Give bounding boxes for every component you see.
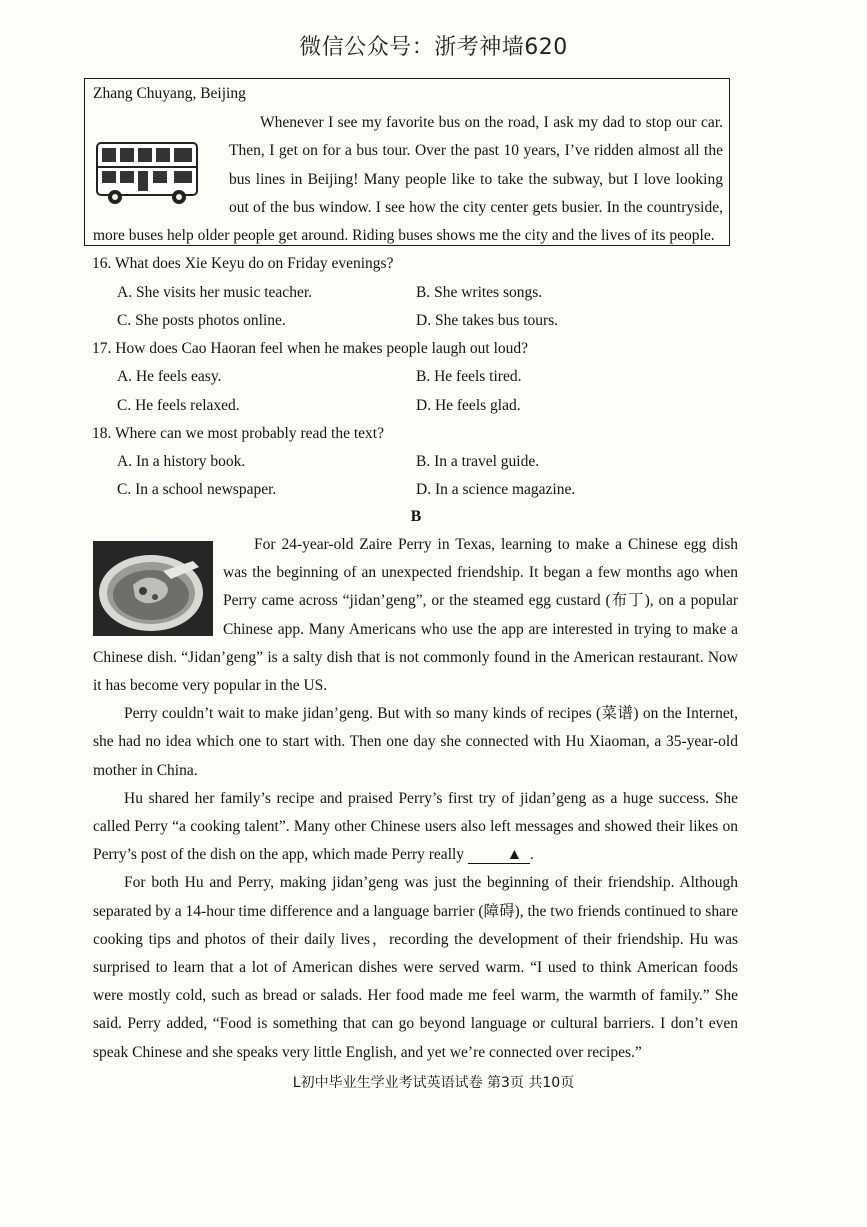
egg-custard-photo: [93, 541, 213, 636]
question-stem: 17. How does Cao Haoran feel when he makes people laugh out loud?: [92, 340, 529, 357]
watermark-header: 微信公众号：浙考神墙620: [299, 35, 568, 60]
option-a: A. She visits her music teacher.: [117, 284, 312, 301]
question-stem: 18. Where can we most probably read the text?: [92, 425, 384, 442]
profile-name: Zhang Chuyang, Beijing: [93, 85, 246, 102]
option-b: B. He feels tired.: [416, 368, 522, 385]
option-c: C. In a school newspaper.: [117, 481, 277, 498]
question-stem: 16. What does Xie Keyu do on Friday evenings?: [92, 255, 394, 272]
page-footer: L初中毕业生学业考试英语试卷 第3页 共10页: [292, 1075, 575, 1091]
article-paragraph-4: For both Hu and Perry, making jidan’geng was just the beginning of their friendship. Although separated by a 14-hour time difference and a language barrier (障碍), the two friends continued to share cooking tips and photos of their daily lives，recording the development of their friendship. Hu was surprised to learn that a lot of American dishes were served warm. “I used to think American foods were mostly cold, such as bread or salads. Her food made me feel warm, the warmth of family.” She said. Perry added, “Food is something that can go beyond language or cultural barriers. I don’t even speak Chinese and she speaks very little English, and yet we’re connected over recipes.”: [93, 874, 738, 1061]
section-heading: B: [410, 508, 422, 525]
answer-blank: ▲: [468, 847, 530, 864]
option-d: D. In a science magazine.: [416, 481, 576, 498]
option-a: A. In a history book.: [117, 453, 246, 470]
option-a: A. He feels easy.: [117, 368, 222, 385]
option-c: C. He feels relaxed.: [117, 397, 240, 414]
profile-text-line-1: Whenever I see my favorite bus on the road, I ask my dad to stop our car. Then, I get on for a bus tour. Over the past 10 years, I’ve ridden almost all the bus lines in Beijing! Many people like to take the subway, but I love looking out of the bus window. I see how the city center gets busier. In the countryside, more buses help older people get around. Riding buses shows me the city and the lives of its people.: [93, 114, 723, 245]
option-d: D. He feels glad.: [416, 397, 521, 414]
option-b: B. She writes songs.: [416, 284, 543, 301]
profile-box: [84, 78, 730, 246]
option-c: C. She posts photos online.: [117, 312, 286, 329]
egg-custard-icon: [93, 541, 213, 636]
option-b: B. In a travel guide.: [416, 453, 540, 470]
option-d: D. She takes bus tours.: [416, 312, 559, 329]
bus-icon: [93, 137, 223, 221]
reading-passage: For 24-year-old Zaire Perry in Texas, learning to make a Chinese egg dish was the beginning of an unexpected friendship. It began a few months ago when Perry came across “jidan’geng”, or the steamed egg custard (布丁), on a popular Chinese app. Many Americans who use the app are interested in trying to make a Chinese dish. “Jidan’geng” is a salty dish that is not commonly found in the American restaurant. Now it has become very popular in the US. Perry couldn’t wait to make jidan’geng. But with so many kinds of recipes (菜谱) on the Internet, she had no idea which one to start with. Then one day she connected with Hu Xiaoman, a 35-year-old mother in China. Hu shared her family’s recipe and praised Perry’s first try of jidan’geng as a huge success. She called Perry “a cooking talent”. Many other Chinese users also left messages and showed their likes on Perry’s post of the dish on the app, which made Perry really ▲ . For both Hu and Perry, making jidan’geng was just the beginning of their friendship. Although separated by a 14-hour time difference and a language barrier (障碍), the two friends continued to share cooking tips and photos of their daily lives，recording the development of their friendship. Hu was surprised to learn that a lot of American dishes were served warm. “I used to think American foods were mostly cold, such as bread or salads. Her food made me feel warm, the warmth of family.” She said. Perry added, “Food is something that can go beyond language or cultural barriers. I don’t even speak Chinese and she speaks very little English, and yet we’re connected over recipes.”: [93, 531, 738, 1067]
article-paragraph-3: Hu shared her family’s recipe and praised Perry’s first try of jidan’geng as a huge success. She called Perry “a cooking talent”. Many other Chinese users also left messages and showed their likes on Perry’s post of the dish on the app, which made Perry really: [93, 789, 738, 864]
article-paragraph-1: For 24-year-old Zaire Perry in Texas, learning to make a Chinese egg dish was the beginning of an unexpected friendship. It began a few months ago when Perry came across “jidan’geng”, or the steamed egg custard (布丁), on a popular Chinese app. Many Americans who use the app are interested in trying to make a Chinese dish. “Jidan’geng” is a salty dish that is not commonly found in the American restaurant. Now it has become very popular in the US.: [93, 536, 738, 695]
article-paragraph-2: Perry couldn’t wait to make jidan’geng. But with so many kinds of recipes (菜谱) on the Internet, she had no idea which one to start with. Then one day she connected with Hu Xiaoman, a 35-year-old mother in China.: [93, 705, 738, 779]
profile-text-block: [93, 109, 723, 250]
